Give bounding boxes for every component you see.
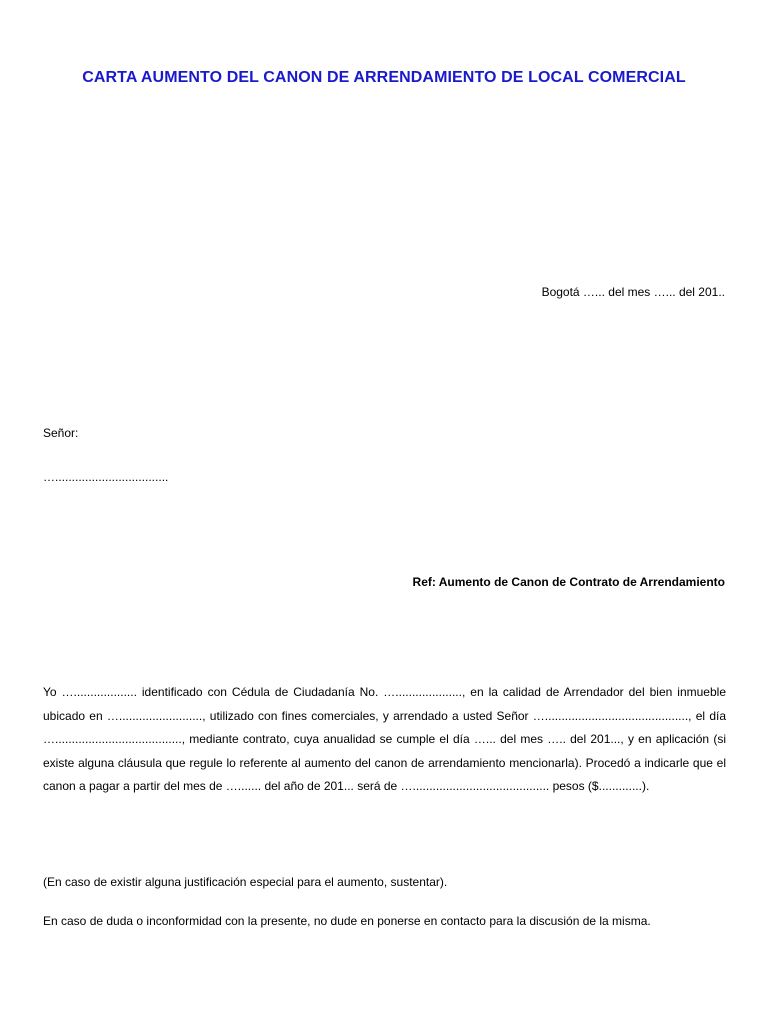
letter-title: CARTA AUMENTO DEL CANON DE ARRENDAMIENTO DE LOCAL COMERCIAL <box>82 69 686 86</box>
reference-line: Ref: Aumento de Canon de Contrato de Arrendamiento <box>412 575 725 589</box>
body-paragraph: Yo …................... identificado con Cédula de Ciudadanía No. …...................., en la calidad de Arrendador del bien inmueble ubicado en …........................., utilizado con fines comerciales, y arrendado a usted Señor …..........................................., el día …......................................, mediante contrato, cuya anualidad se cumple el día …... del mes ….. del 201..., y en aplicación (si existe alguna cláusula que regule lo referente al aumento del canon de arrendamiento mencionarla). Procedó a indicarle que el canon a pagar a partir del mes de …....... del año de 201... será de …......................................... pesos ($.............). <box>43 685 726 793</box>
justification-note: (En caso de existir alguna justificación especial para el aumento, sustentar). <box>43 875 448 889</box>
date-line: Bogotá …... del mes …... del 201.. <box>541 285 725 299</box>
salutation: Señor: <box>43 426 79 440</box>
recipient-placeholder: ….................................. <box>43 470 169 484</box>
closing-line: En caso de duda o inconformidad con la presente, no dude en ponerse en contacto para la discusión de la misma. <box>43 914 651 928</box>
